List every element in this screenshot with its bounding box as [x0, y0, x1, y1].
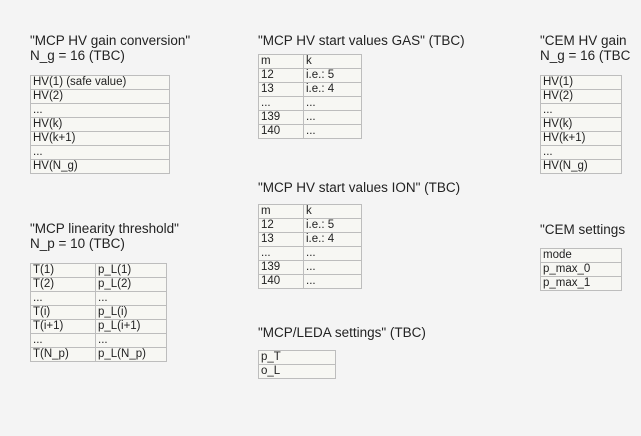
table-cell: T(N_p) — [31, 348, 96, 362]
table-cell: T(2) — [31, 278, 96, 292]
table-cell: T(i) — [31, 306, 96, 320]
table-cell: ... — [31, 292, 96, 306]
table-cell: ... — [31, 334, 96, 348]
table-row — [259, 83, 362, 97]
table-row — [31, 118, 170, 132]
table-cell: ... — [96, 334, 167, 348]
mcp-hv-gain-table — [30, 75, 170, 174]
mcp-start-gas-block — [258, 33, 465, 139]
table-cell: ... — [304, 97, 362, 111]
table-row — [31, 264, 167, 278]
mcp-start-ion-table — [258, 204, 362, 289]
cem-hv-gain-table — [540, 75, 622, 174]
table-row — [259, 205, 362, 219]
cem-hv-gain-title: "CEM HV gain — [540, 33, 627, 48]
table-cell: HV(1) (safe value) — [31, 76, 170, 90]
table-row — [541, 118, 622, 132]
table-cell: ... — [31, 146, 170, 160]
cem-settings-title: "CEM settings — [540, 222, 626, 237]
table-row — [259, 261, 362, 275]
table-cell: 12 — [259, 69, 304, 83]
table-row — [541, 160, 622, 174]
table-row — [541, 76, 622, 90]
table-cell: HV(k) — [31, 118, 170, 132]
mcp-hv-gain-title: "MCP HV gain conversion" — [30, 33, 191, 48]
table-row — [31, 132, 170, 146]
table-row — [259, 125, 362, 139]
table-row — [31, 320, 167, 334]
table-cell: p_L(2) — [96, 278, 167, 292]
table-row — [541, 90, 622, 104]
table-cell: p_max_1 — [541, 277, 622, 291]
table-cell: ... — [304, 111, 362, 125]
table-row — [259, 275, 362, 289]
table-cell: HV(N_g) — [541, 160, 622, 174]
table-cell: HV(k) — [541, 118, 622, 132]
table-cell: ... — [304, 247, 362, 261]
table-cell: ... — [96, 292, 167, 306]
table-row — [541, 249, 622, 263]
table-cell: HV(k+1) — [541, 132, 622, 146]
table-cell: 12 — [259, 219, 304, 233]
table-row — [31, 90, 170, 104]
table-row — [31, 146, 170, 160]
table-cell: i.e.: 4 — [304, 233, 362, 247]
table-cell: p_L(N_p) — [96, 348, 167, 362]
table-cell: HV(2) — [541, 90, 622, 104]
table-cell: mode — [541, 249, 622, 263]
table-cell: 13 — [259, 83, 304, 97]
mcp-linearity-subtitle: N_p = 10 (TBC) — [30, 236, 125, 251]
table-cell: m — [259, 205, 304, 219]
table-cell: HV(k+1) — [31, 132, 170, 146]
table-cell: ... — [259, 97, 304, 111]
table-cell: i.e.: 5 — [304, 219, 362, 233]
mcp-leda-block — [258, 325, 426, 379]
table-cell: p_L(i+1) — [96, 320, 167, 334]
table-cell: ... — [541, 146, 622, 160]
table-cell: ... — [304, 275, 362, 289]
table-row — [259, 351, 336, 365]
table-row — [31, 104, 170, 118]
table-cell: p_L(1) — [96, 264, 167, 278]
table-cell: ... — [259, 247, 304, 261]
table-row — [31, 334, 167, 348]
table-cell: 139 — [259, 111, 304, 125]
table-cell: 140 — [259, 275, 304, 289]
table-cell: ... — [541, 104, 622, 118]
table-row — [31, 76, 170, 90]
table-cell: k — [304, 205, 362, 219]
table-row — [31, 348, 167, 362]
mcp-linearity-block — [30, 221, 179, 362]
table-cell: 139 — [259, 261, 304, 275]
table-row — [31, 292, 167, 306]
cem-settings-block — [540, 222, 625, 291]
table-row — [541, 263, 622, 277]
table-cell: 13 — [259, 233, 304, 247]
mcp-hv-gain-block — [30, 33, 190, 174]
table-cell: ... — [304, 125, 362, 139]
mcp-leda-title: "MCP/LEDA settings" (TBC) — [258, 325, 426, 340]
table-row — [259, 233, 362, 247]
mcp-start-gas-table — [258, 54, 362, 139]
table-row — [259, 365, 336, 379]
table-row — [31, 160, 170, 174]
table-row — [259, 247, 362, 261]
cem-settings-table — [540, 248, 622, 291]
table-cell: o_L — [259, 365, 336, 379]
table-cell: ... — [304, 261, 362, 275]
table-cell: HV(2) — [31, 90, 170, 104]
table-row — [31, 278, 167, 292]
table-row — [259, 69, 362, 83]
table-cell: ... — [31, 104, 170, 118]
table-row — [541, 277, 622, 291]
table-cell: 140 — [259, 125, 304, 139]
table-cell: p_L(i) — [96, 306, 167, 320]
table-cell: p_T — [259, 351, 336, 365]
table-cell: p_max_0 — [541, 263, 622, 277]
table-cell: T(i+1) — [31, 320, 96, 334]
table-cell: HV(N_g) — [31, 160, 170, 174]
table-cell: m — [259, 55, 304, 69]
table-row — [259, 55, 362, 69]
table-row — [541, 104, 622, 118]
table-cell: k — [304, 55, 362, 69]
table-cell: i.e.: 5 — [304, 69, 362, 83]
mcp-start-gas-title: "MCP HV start values GAS" (TBC) — [258, 33, 465, 48]
cem-hv-gain-subtitle: N_g = 16 (TBC — [540, 48, 631, 63]
cem-hv-gain-block — [540, 33, 630, 174]
table-row — [259, 219, 362, 233]
mcp-hv-gain-subtitle: N_g = 16 (TBC) — [30, 48, 125, 63]
mcp-linearity-title: "MCP linearity threshold" — [30, 221, 179, 236]
table-cell: i.e.: 4 — [304, 83, 362, 97]
table-cell: HV(1) — [541, 76, 622, 90]
table-row — [541, 132, 622, 146]
table-row — [31, 306, 167, 320]
table-row — [259, 111, 362, 125]
mcp-leda-table — [258, 350, 336, 379]
mcp-start-ion-title: "MCP HV start values ION" (TBC) — [258, 180, 461, 195]
mcp-linearity-table — [30, 263, 167, 362]
table-cell: T(1) — [31, 264, 96, 278]
table-row — [259, 97, 362, 111]
mcp-start-ion-block — [258, 180, 460, 289]
table-row — [541, 146, 622, 160]
